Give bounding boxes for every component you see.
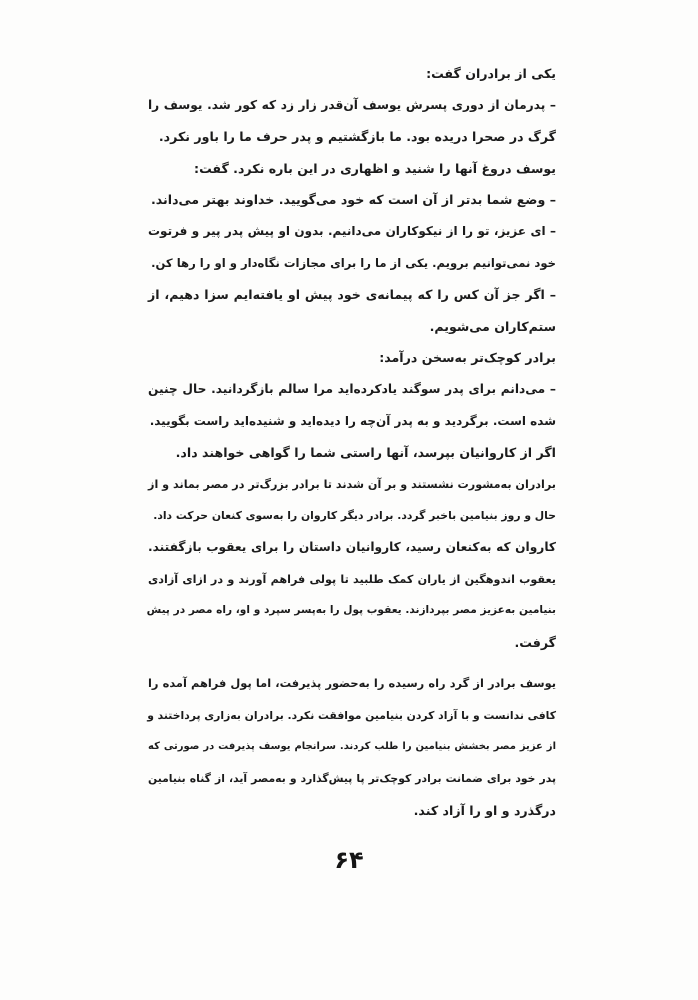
text-line: درگذرد و او را آزاد کند. <box>413 802 556 818</box>
text-line: یکی از برادران گفت: <box>426 66 556 81</box>
text-line: کافی ندانست و با آزاد کردن بنیامین موافقت نکرد. برادران به‌زاری پرداختند و <box>147 708 556 722</box>
text-line: برادران به‌مشورت نشستند و بر آن شدند تا برادر بزرگ‌تر در مصر بماند و از <box>148 477 556 491</box>
text-line: از عزیز مصر بخشش بنیامین را طلب کردند. سرانجام یوسف پذیرفت در صورتی که <box>148 741 556 753</box>
text-line: یوسف برادر از گرد راه رسیده را به‌حضور پذیرفت، اما پول فراهم آمده را <box>148 676 556 691</box>
text-line: – ای عزیز، تو را از نیکوکاران می‌دانیم. بدون او پیش پدر پیر و فرتوت <box>148 223 556 238</box>
body-text <box>148 58 556 826</box>
text-line: خود نمی‌توانیم برویم. یکی از ما را برای مجازات نگاه‌دار و او را رها کن. <box>151 255 556 270</box>
text-line: برادر کوچک‌تر به‌سخن درآمد: <box>379 350 556 366</box>
text-line: – پدرمان از دوری پسرش یوسف آن‌قدر زار زد که کور شد. یوسف را <box>148 97 556 112</box>
text-line: – می‌دانم برای پدر سوگند یادکرده‌اید مرا سالم بازگردانید. حال چنین <box>148 381 556 396</box>
paragraph-gap <box>148 658 556 668</box>
text-line: یوسف دروغ آنها را شنید و اظهاری در این باره نکرد. گفت: <box>194 160 556 176</box>
text-line: کاروان که به‌کنعان رسید، کاروانیان داستان را برای یعقوب بازگفتند. <box>148 539 556 554</box>
text-line: یعقوب اندوهگین از یاران کمک طلبید تا پولی فراهم آورند و در ازای آزادی <box>148 572 556 586</box>
text-line: گرفت. <box>514 634 556 650</box>
text-line: – اگر جز آن کس را که پیمانه‌ی خود پیش او یافته‌ایم سزا دهیم، از <box>148 287 556 303</box>
text-line: بنیامین به‌عزیز مصر بپردازند. یعقوب پول را به‌پسر سپرد و او، راه مصر در پیش <box>146 604 556 617</box>
text-line: شده است. برگردید و به پدر آن‌چه را دیده‌اید و شنیده‌اید راست بگویید. <box>149 413 556 428</box>
text-line: – وضع شما بدتر از آن است که خود می‌گویید. خداوند بهتر می‌داند. <box>150 192 556 208</box>
text-line: پدر خود برای ضمانت برادر کوچک‌تر پا پیش‌گذارد و به‌مصر آید، از گناه بنیامین <box>148 772 556 786</box>
page-number: ۶۴ <box>334 846 364 874</box>
text-line: اگر از کاروانیان بپرسد، آنها راستی شما را گواهی خواهند داد. <box>175 445 556 461</box>
text-line: ستم‌کاران می‌شویم. <box>429 318 556 334</box>
text-line: حال و روز بنیامین باخبر گردد. برادر دیگر کاروان را به‌سوی کنعان حرکت داد. <box>153 509 556 523</box>
text-line: گرگ در صحرا دریده بود. ما بازگشتیم و پدر حرف ما را باور نکرد. <box>158 129 556 145</box>
